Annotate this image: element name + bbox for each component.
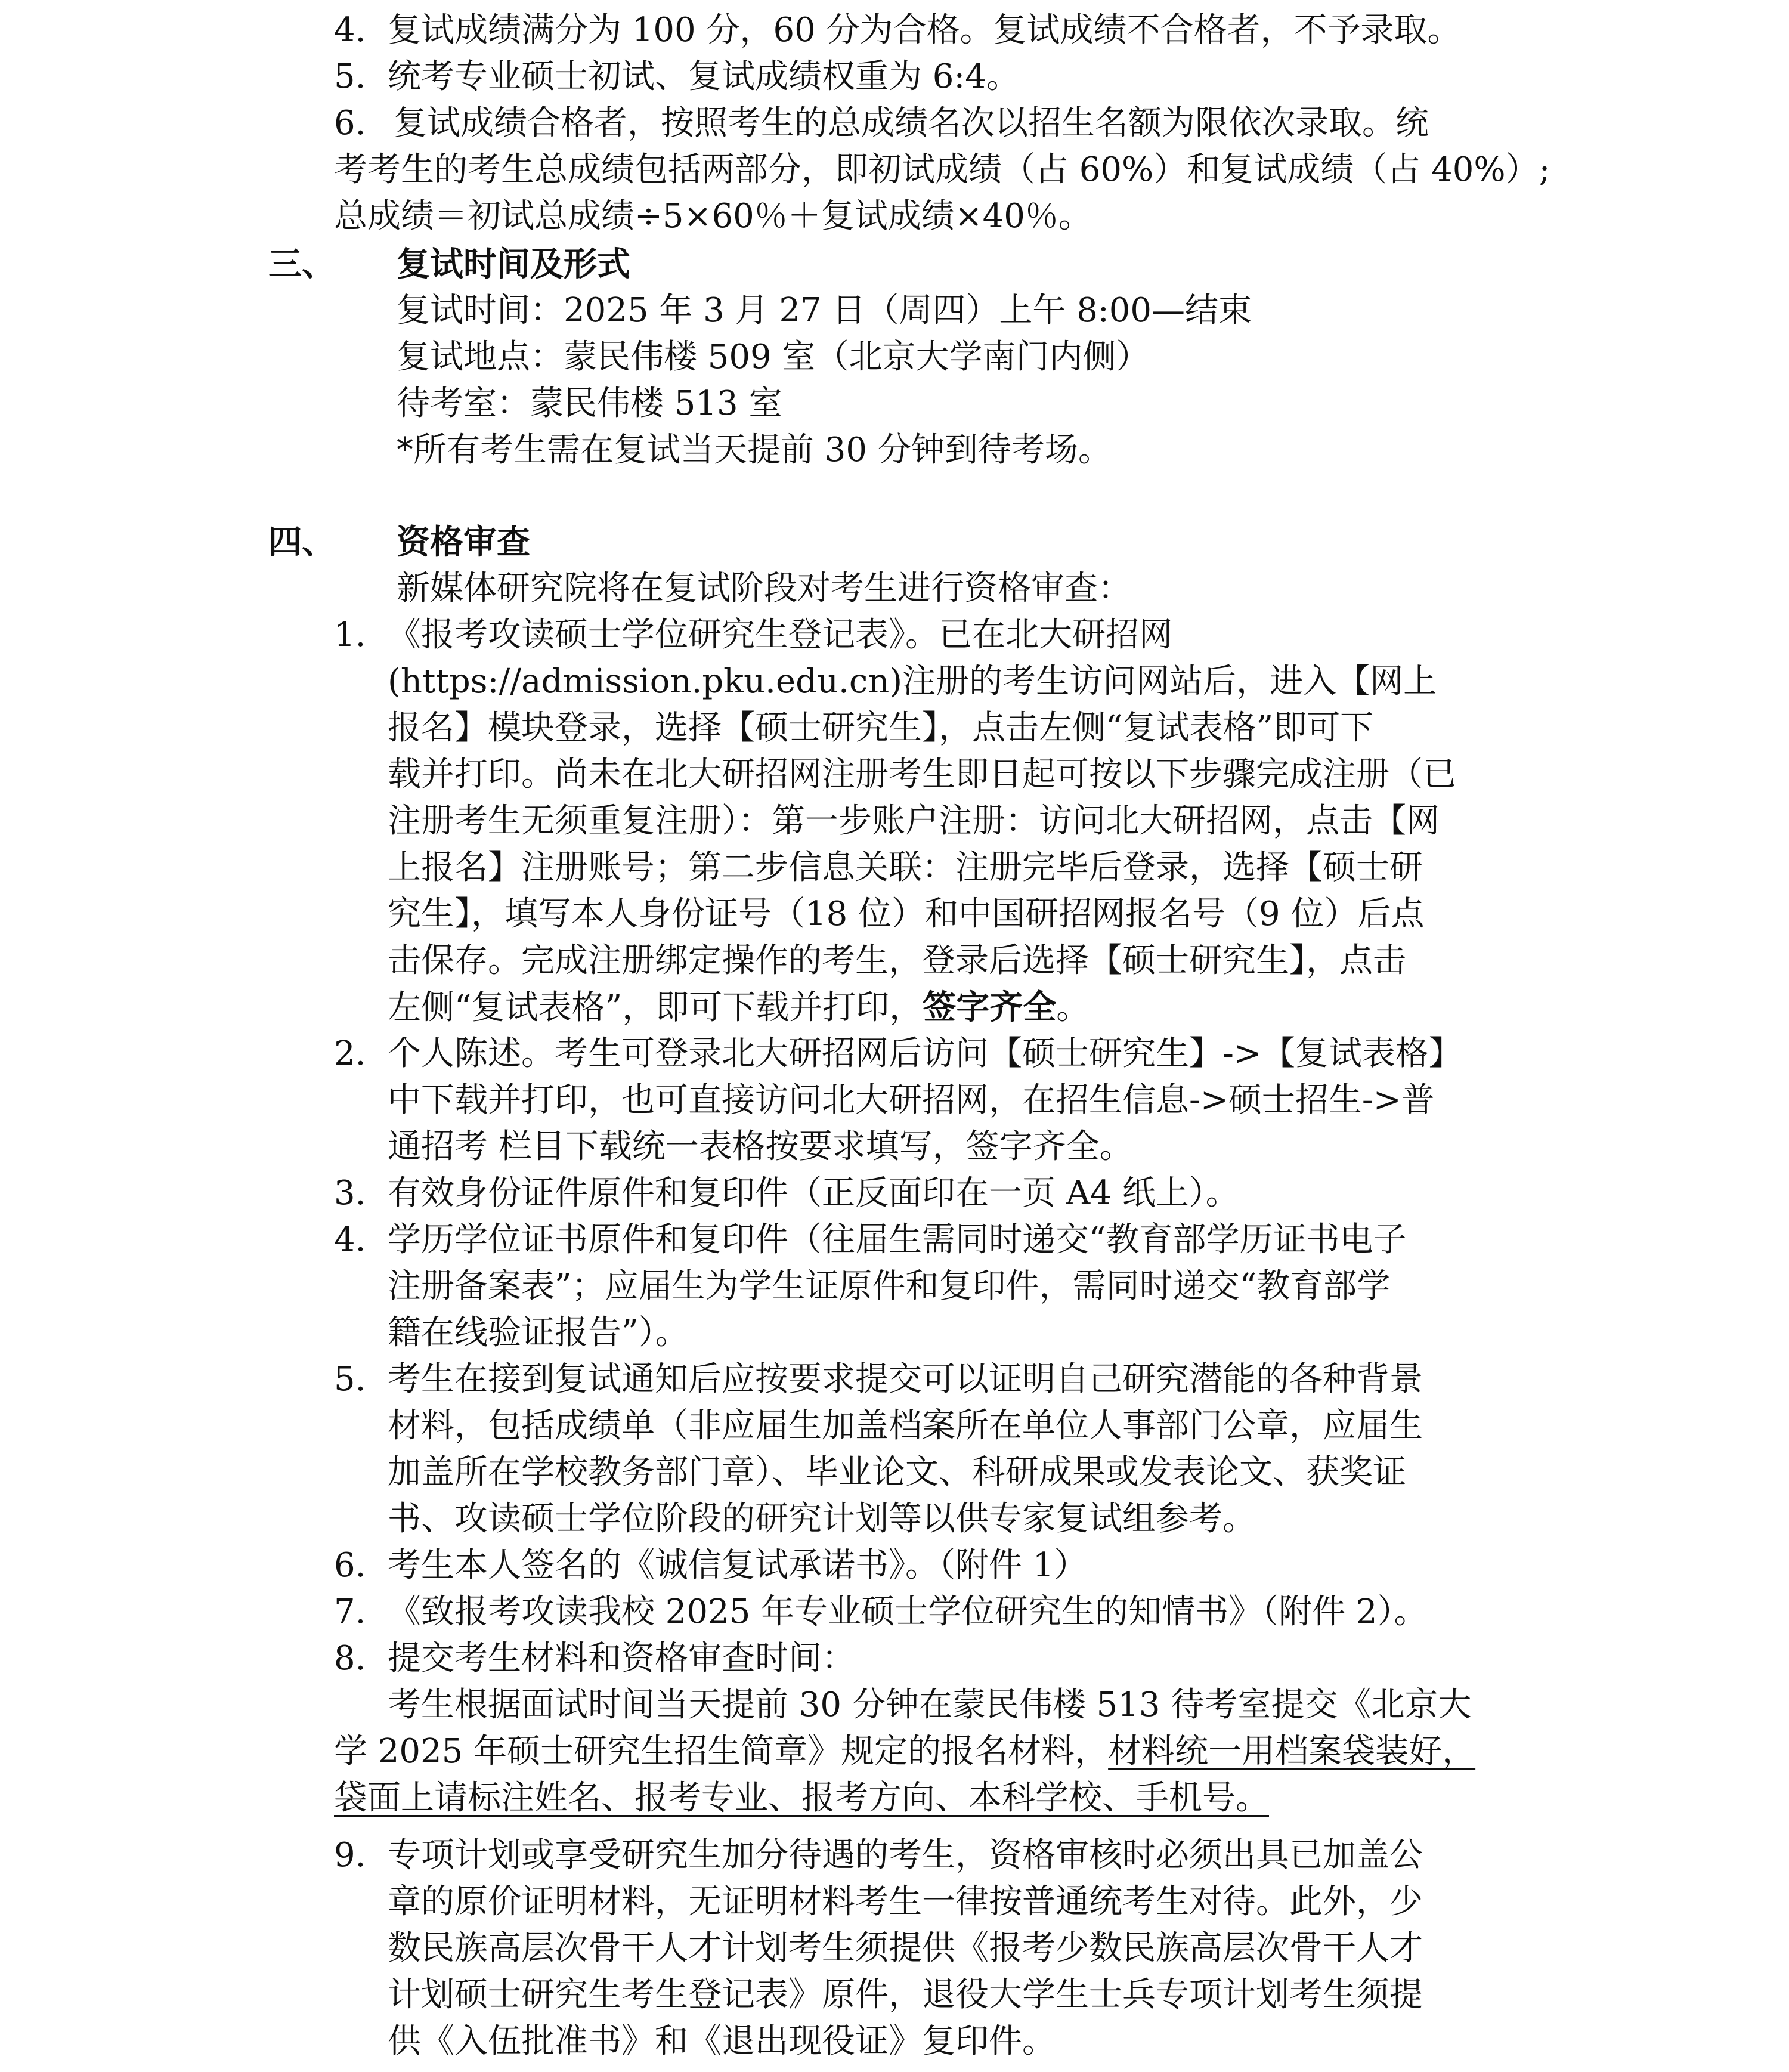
section-title: 复试时间及形式 bbox=[397, 245, 630, 284]
section-number: 三、 bbox=[268, 245, 335, 284]
list-item-continuation: (https://admission.pku.edu.cn)注册的考生访问网站后，进入【网上 bbox=[388, 662, 1437, 701]
waiting-room: 待考室：蒙民伟楼 513 室 bbox=[397, 384, 782, 423]
text-run: 学 2025 年硕士研究生招生简章》规定的报名材料， bbox=[334, 1732, 1109, 1771]
exam-time: 复试时间：2025 年 3 月 27 日（周四）上午 8:00—结束 bbox=[397, 291, 1252, 330]
text-run: 左侧“复试表格”，即可下载并打印， bbox=[388, 988, 923, 1027]
list-item-continuation: 总成绩＝初试总成绩÷5×60％＋复试成绩×40％。 bbox=[334, 197, 1092, 236]
list-item-continuation: 注册备案表”；应届生为学生证原件和复印件，需同时递交“教育部学 bbox=[388, 1267, 1391, 1306]
section-title: 资格审查 bbox=[397, 522, 530, 562]
text-run: 。 bbox=[1056, 988, 1090, 1027]
list-number: 1. bbox=[334, 616, 366, 654]
list-item: 个人陈述。考生可登录北大研招网后访问【硕士研究生】->【复试表格】 bbox=[388, 1034, 1462, 1073]
list-item-continuation: 载并打印。尚未在北大研招网注册考生即日起可按以下步骤完成注册（已 bbox=[388, 755, 1456, 794]
list-item-continuation: 通招考 栏目下载统一表格按要求填写，签字齐全。 bbox=[388, 1127, 1133, 1166]
list-item: 《报考攻读硕士学位研究生登记表》。已在北大研招网 bbox=[388, 616, 1172, 654]
list-item-continuation: 考考生的考生总成绩包括两部分，即初试成绩（占 60%）和复试成绩（占 40%）; bbox=[334, 150, 1550, 189]
list-number: 2. bbox=[334, 1034, 366, 1073]
list-item: 学历学位证书原件和复印件（往届生需同时递交“教育部学历证书电子 bbox=[388, 1220, 1407, 1259]
list-item: 考生在接到复试通知后应按要求提交可以证明自己研究潜能的各种背景 bbox=[388, 1360, 1423, 1399]
list-number: 6. bbox=[334, 1546, 366, 1585]
list-item-continuation: 上报名】注册账号；第二步信息关联：注册完毕后登录，选择【硕士研 bbox=[388, 848, 1423, 887]
list-item-continuation: 加盖所在学校教务部门章）、毕业论文、科研成果或发表论文、获奖证 bbox=[388, 1453, 1406, 1492]
exam-location: 复试地点：蒙民伟楼 509 室（北京大学南门内侧） bbox=[397, 338, 1150, 376]
list-item-continuation: 籍在线验证报告”）。 bbox=[388, 1313, 689, 1352]
list-number: 4. bbox=[334, 11, 366, 50]
list-item: 统考专业硕士初试、复试成绩权重为 6:4。 bbox=[388, 57, 1020, 96]
list-number: 8. bbox=[334, 1639, 366, 1678]
list-number: 7. bbox=[334, 1592, 366, 1631]
list-item-continuation bbox=[334, 1728, 1475, 1775]
list-item-continuation: 报名】模块登录，选择【硕士研究生】，点击左侧“复试表格”即可下 bbox=[388, 709, 1374, 747]
list-item-continuation: 章的原价证明材料，无证明材料考生一律按普通统考生对待。此外，少 bbox=[388, 1882, 1423, 1921]
list-item: 有效身份证件原件和复印件（正反面印在一页 A4 纸上）。 bbox=[388, 1174, 1239, 1213]
list-number: 9. bbox=[334, 1836, 366, 1875]
underlined-text: 袋面上请标注姓名、报考专业、报考方向、本科学校、手机号。 bbox=[334, 1779, 1269, 1817]
list-number: 6. bbox=[334, 104, 366, 143]
list-item: 专项计划或享受研究生加分待遇的考生，资格审核时必须出具已加盖公 bbox=[388, 1836, 1423, 1875]
list-item: 考生本人签名的《诚信复试承诺书》。（附件 1） bbox=[388, 1546, 1088, 1585]
list-item-continuation: 供《入伍批准书》和《退出现役证》复印件。 bbox=[388, 2022, 1056, 2061]
list-item-continuation bbox=[388, 984, 1090, 1031]
list-number: 4. bbox=[334, 1220, 366, 1259]
list-item: 复试成绩合格者，按照考生的总成绩名次以招生名额为限依次录取。统 bbox=[394, 104, 1429, 143]
list-item-continuation: 数民族高层次骨干人才计划考生须提供《报考少数民族高层次骨干人才 bbox=[388, 1929, 1423, 1968]
list-item-continuation: 击保存。完成注册绑定操作的考生，登录后选择【硕士研究生】，点击 bbox=[388, 941, 1406, 980]
list-item-continuation: 材料，包括成绩单（非应届生加盖档案所在单位人事部门公章，应届生 bbox=[388, 1406, 1423, 1445]
list-item-continuation: 究生】，填写本人身份证号（18 位）和中国研招网报名号（9 位）后点 bbox=[388, 895, 1425, 933]
list-item-continuation: 中下载并打印，也可直接访问北大研招网，在招生信息->硕士招生->普 bbox=[388, 1081, 1435, 1120]
list-item-continuation: 注册考生无须重复注册）：第一步账户注册：访问北大研招网，点击【网 bbox=[388, 802, 1440, 840]
list-item: 《致报考攻读我校 2025 年专业硕士学位研究生的知情书》（附件 2）。 bbox=[388, 1592, 1428, 1631]
list-number: 5. bbox=[334, 57, 366, 96]
emphasis-text: 签字齐全 bbox=[923, 988, 1057, 1027]
arrival-note: *所有考生需在复试当天提前 30 分钟到待考场。 bbox=[397, 431, 1112, 469]
list-item-continuation: 书、攻读硕士学位阶段的研究计划等以供专家复试组参考。 bbox=[388, 1499, 1256, 1538]
list-number: 5. bbox=[334, 1360, 366, 1399]
list-item-continuation: 计划硕士研究生考生登记表》原件，退役大学生士兵专项计划考生须提 bbox=[388, 1975, 1423, 2014]
section-number: 四、 bbox=[268, 522, 335, 562]
section-intro: 新媒体研究院将在复试阶段对考生进行资格审查： bbox=[397, 569, 1131, 608]
list-item-continuation: 考生根据面试时间当天提前 30 分钟在蒙民伟楼 513 待考室提交《北京大 bbox=[388, 1686, 1472, 1724]
list-number: 3. bbox=[334, 1174, 366, 1213]
list-item: 提交考生材料和资格审查时间： bbox=[388, 1639, 855, 1678]
underlined-text: 材料统一用档案袋装好， bbox=[1108, 1732, 1476, 1771]
list-item: 复试成绩满分为 100 分，60 分为合格。复试成绩不合格者，不予录取。 bbox=[388, 11, 1461, 50]
